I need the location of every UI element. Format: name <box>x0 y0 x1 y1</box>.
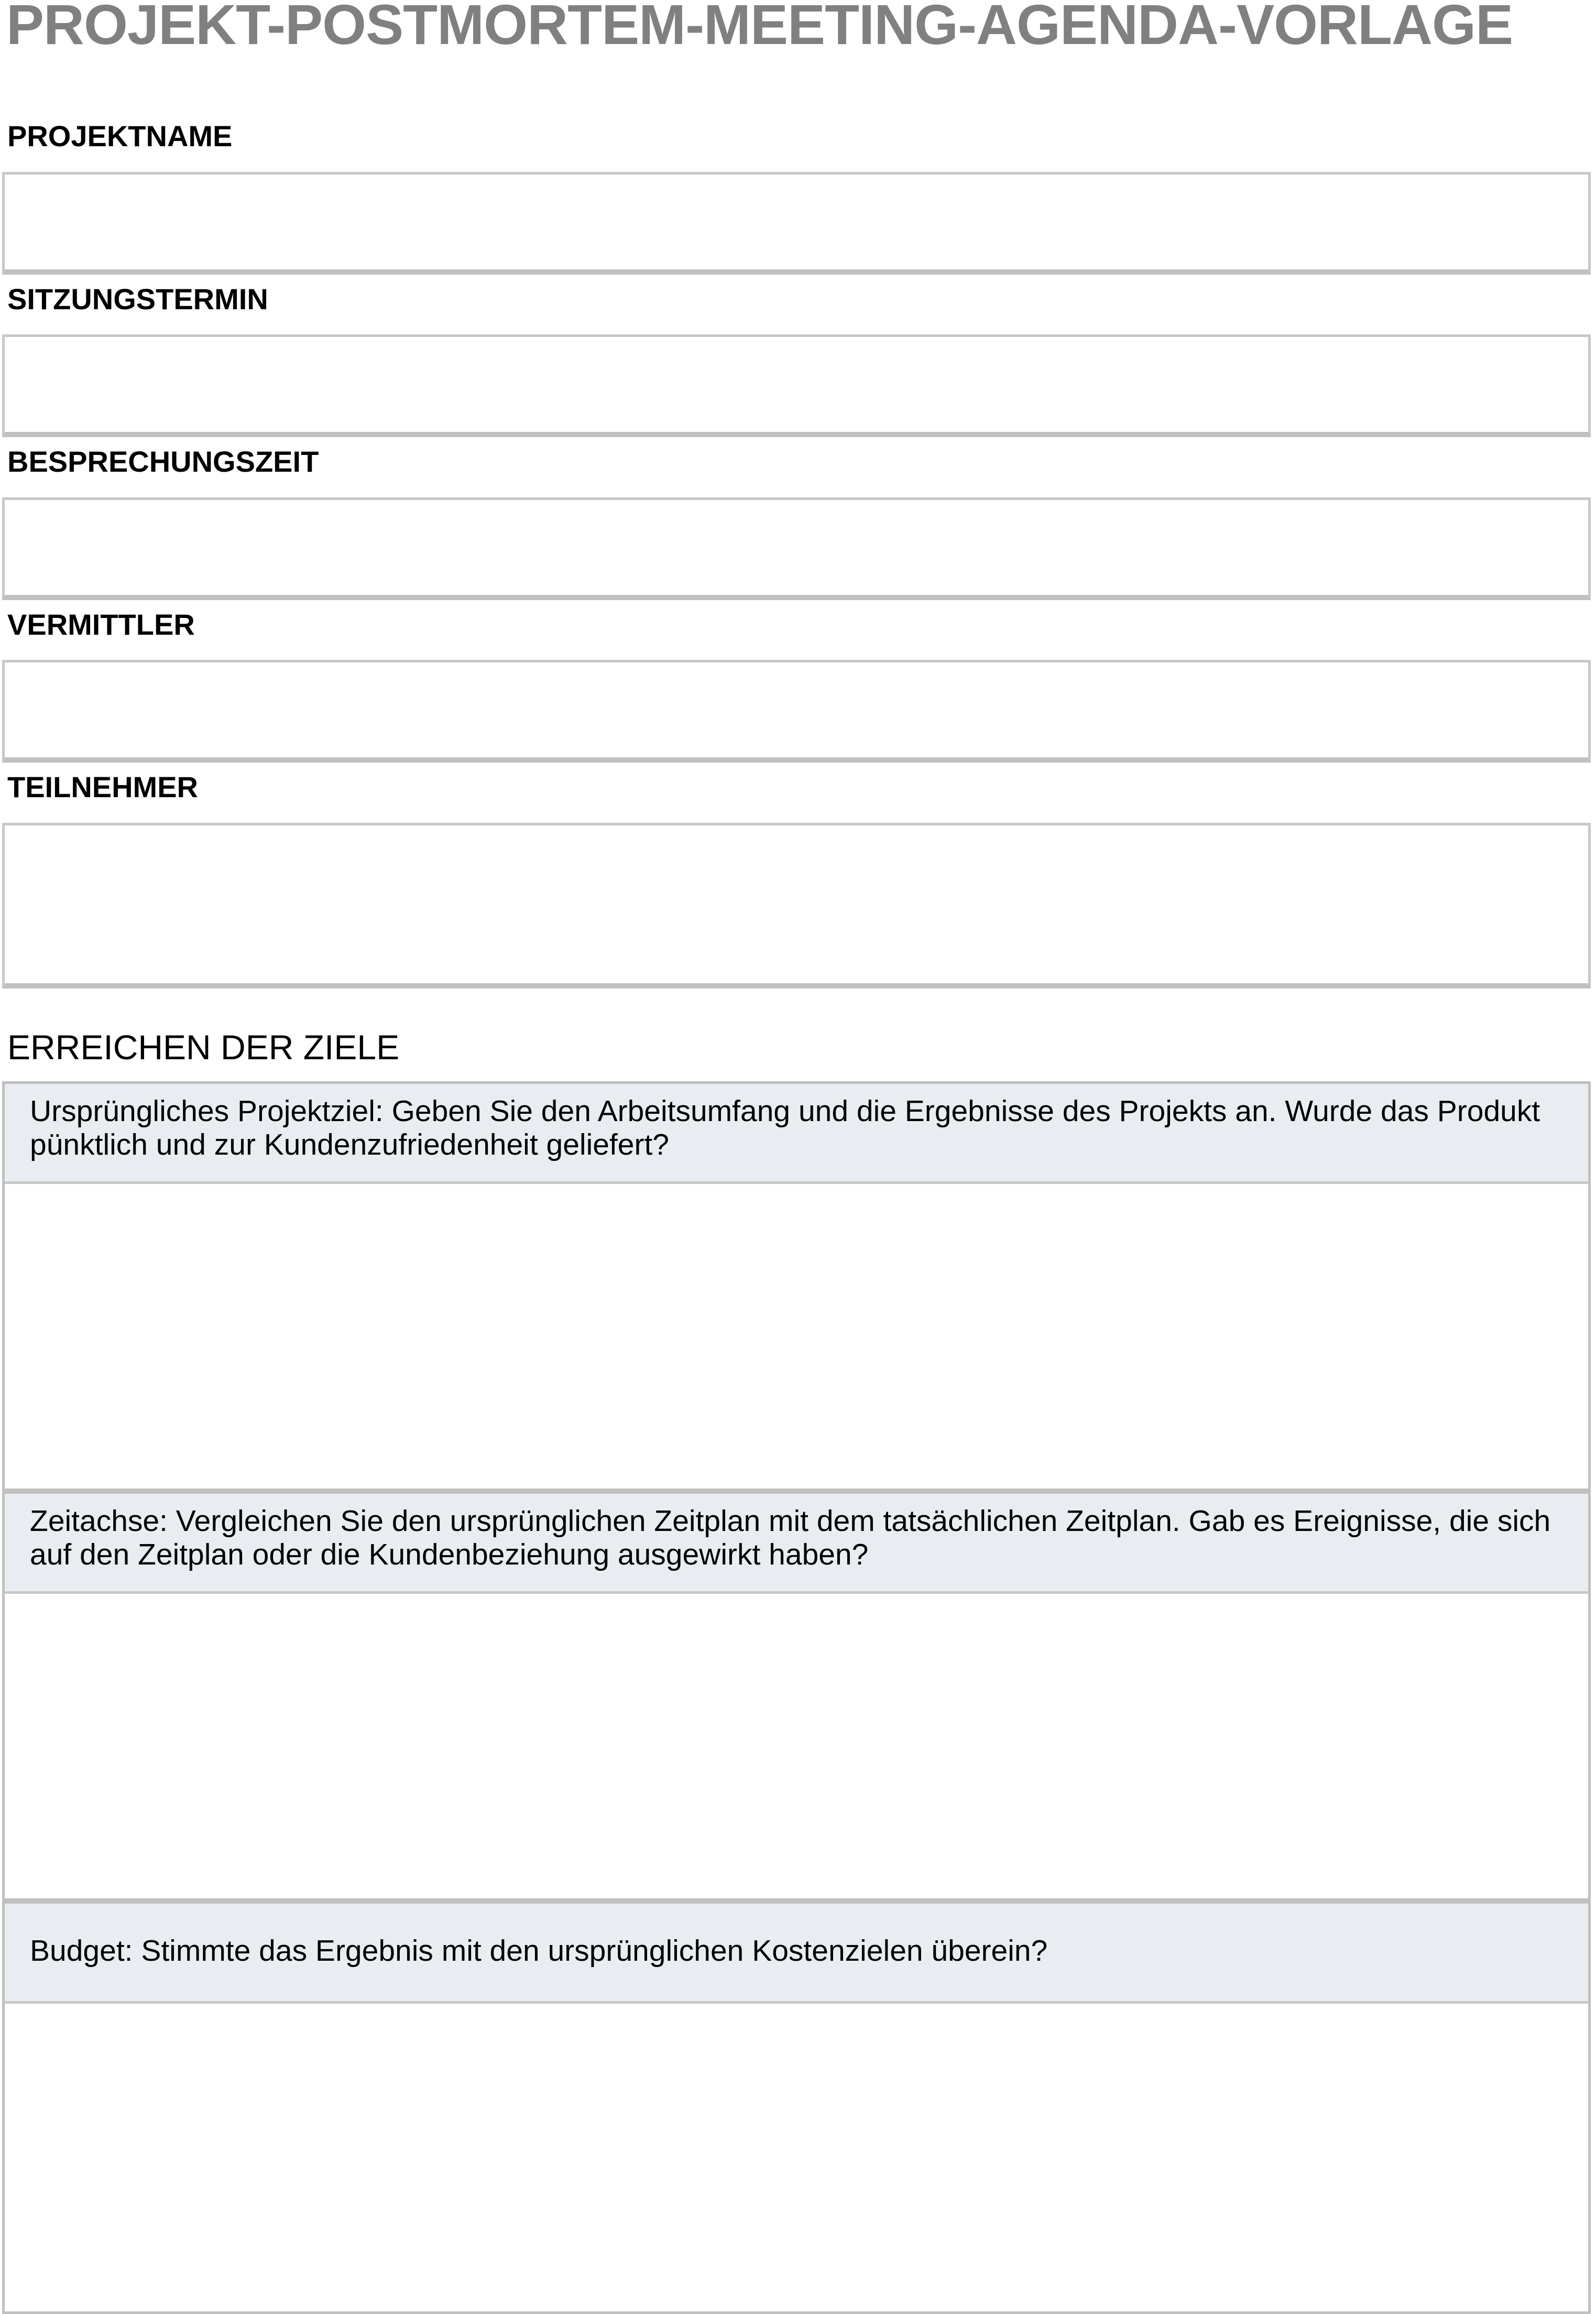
meeting-time-field[interactable] <box>2 497 1591 600</box>
meeting-date-field[interactable] <box>2 334 1591 437</box>
participants-field[interactable] <box>2 823 1591 988</box>
project-name-label: PROJEKTNAME <box>7 119 233 153</box>
facilitator-field[interactable] <box>2 660 1591 763</box>
facilitator-label: VERMITTLER <box>7 608 195 641</box>
meeting-date-label: SITZUNGSTERMIN <box>7 283 268 316</box>
original-goal-prompt: Ursprüngliches Projektziel: Geben Sie den Arbeitsumfang und die Ergebnisse des Projekts an. Wurde das Produkt pünktlich und zur Kundenzufriedenheit geliefert? <box>5 1084 1588 1184</box>
budget-prompt: Budget: Stimmte das Ergebnis mit den ursprünglichen Kostenzielen überein? <box>5 1904 1588 2004</box>
meeting-time-label: BESPRECHUNGSZEIT <box>7 445 319 478</box>
goals-table <box>2 1081 1591 2314</box>
document-title: PROJEKT-POSTMORTEM-MEETING-AGENDA-VORLAGE <box>6 0 1513 56</box>
budget-answer[interactable] <box>5 2004 1588 2311</box>
timeline-answer[interactable] <box>5 1594 1588 1904</box>
original-goal-answer[interactable] <box>5 1184 1588 1494</box>
timeline-prompt: Zeitachse: Vergleichen Sie den ursprünglichen Zeitplan mit dem tatsächlichen Zeitplan. Gab es Ereignisse, die sich auf den Zeitplan oder die Kundenbeziehung ausgewirkt haben? <box>5 1494 1588 1594</box>
participants-label: TEILNEHMER <box>7 770 198 803</box>
project-name-field[interactable] <box>2 172 1591 275</box>
goals-section-heading: ERREICHEN DER ZIELE <box>7 1028 400 1067</box>
